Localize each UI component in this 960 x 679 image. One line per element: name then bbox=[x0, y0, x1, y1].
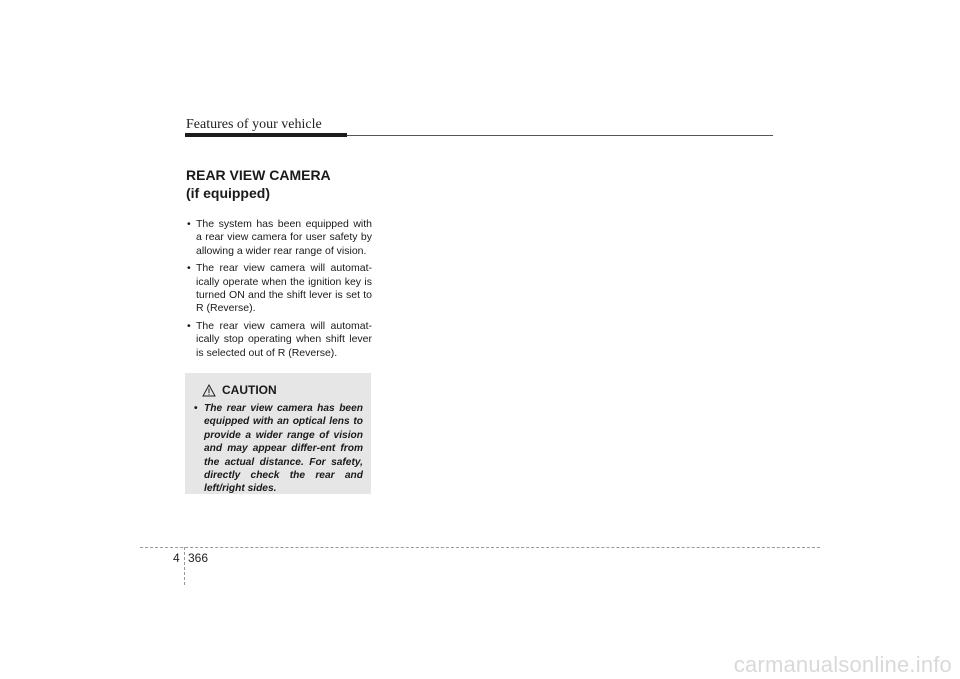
bullet-list bbox=[186, 218, 372, 364]
caution-box bbox=[185, 373, 371, 494]
header-title: Features of your vehicle bbox=[186, 117, 322, 132]
footer-divider bbox=[140, 547, 820, 548]
caution-text: • The rear view camera has been equipped with an optical lens to provide a wider range of vision and may appear differ-ent from the actual distance. For safety, directly check the rear and left/right sides. bbox=[194, 402, 363, 496]
caution-header bbox=[202, 382, 363, 398]
list-item: • The rear view camera will automat-ically stop operating when shift lever is selected out of R (Reverse). bbox=[186, 320, 372, 360]
chapter-number: 4 bbox=[173, 551, 180, 565]
header-rule-thick bbox=[185, 133, 347, 137]
header-rule-thin bbox=[347, 135, 773, 136]
page-number: 366 bbox=[188, 551, 209, 565]
warning-triangle-icon bbox=[202, 384, 216, 397]
section-heading bbox=[186, 166, 386, 202]
caution-title: CAUTION bbox=[222, 383, 277, 397]
section-heading-subtitle: (if equipped) bbox=[186, 185, 270, 201]
list-item: • The rear view camera will automat-ically operate when the ignition key is turned ON and the shift lever is set to R (Reverse). bbox=[186, 262, 372, 316]
section-heading-title: REAR VIEW CAMERA bbox=[186, 167, 331, 183]
footer-vertical-divider bbox=[184, 547, 185, 585]
list-item: • The system has been equipped with a rear view camera for user safety by allowing a wider rear range of vision. bbox=[186, 218, 372, 258]
watermark-text: carmanualsonline.info bbox=[733, 652, 952, 677]
